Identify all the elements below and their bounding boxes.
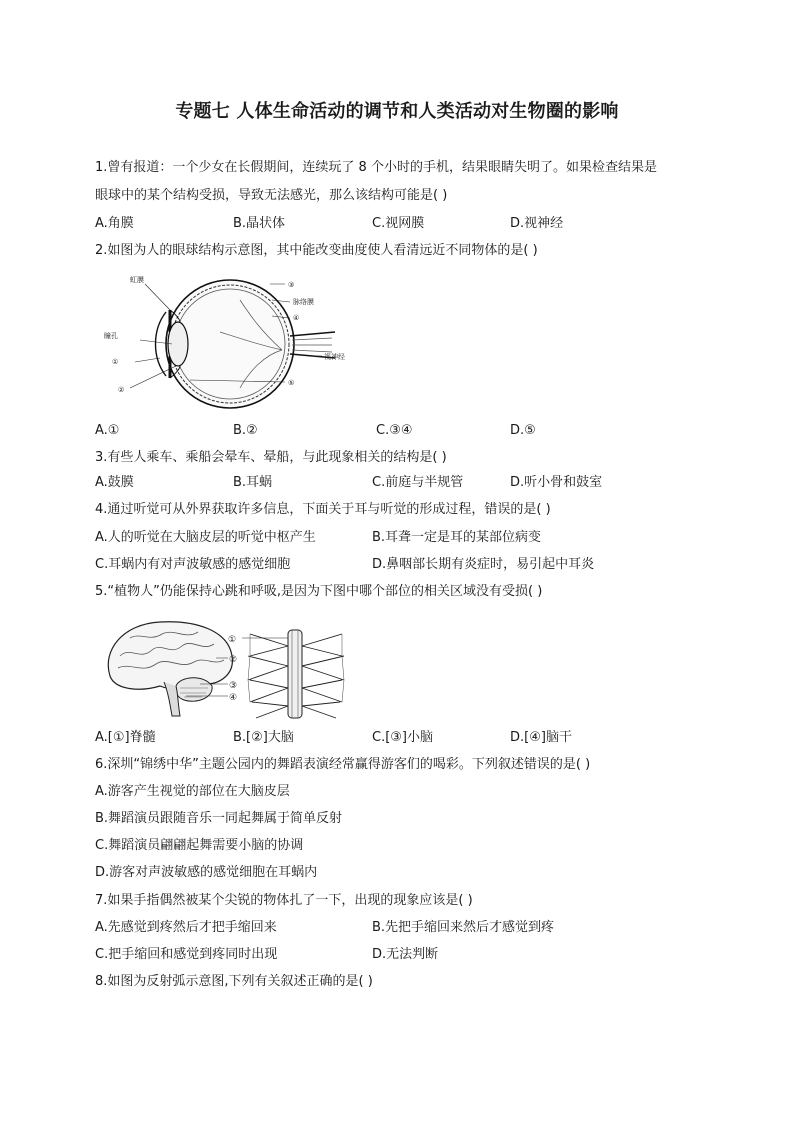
- question-8-line-1: 8.如图为反射弧示意图,下列有关叙述正确的是( ): [95, 974, 373, 989]
- question-1-option-b[interactable]: B.晶状体: [233, 216, 286, 231]
- brain-label-2: ②: [229, 655, 238, 665]
- question-7-option-c[interactable]: C.把手缩回和感觉到疼同时出现: [95, 947, 278, 962]
- question-1-line-1: 1.曾有报道：一个少女在长假期间，连续玩了 8 个小时的手机，结果眼睛失明了。如果检查结果是: [95, 160, 657, 175]
- question-4-option-d[interactable]: D.鼻咽部长期有炎症时，易引起中耳炎: [372, 557, 595, 572]
- question-6-line-1: 6.深圳“锦绣中华”主题公园内的舞蹈表演经常赢得游客们的喝彩。下列叙述错误的是( ): [95, 757, 591, 772]
- question-3-option-d[interactable]: D.听小骨和鼓室: [510, 475, 603, 490]
- label-4: ④: [293, 314, 300, 322]
- question-1-option-a[interactable]: A.角膜: [95, 216, 134, 231]
- brain-label-4: ④: [229, 693, 238, 703]
- question-3-option-b[interactable]: B.耳蜗: [233, 475, 273, 490]
- page-title: 专题七 人体生命活动的调节和人类活动对生物圈的影响: [175, 101, 619, 122]
- question-2-option-d[interactable]: D.⑤: [510, 423, 536, 438]
- question-7-option-d[interactable]: D.无法判断: [372, 947, 439, 962]
- question-1-line-2: 眼球中的某个结构受损，导致无法感光，那么该结构可能是( ): [95, 188, 448, 203]
- label-3: ③: [288, 281, 295, 289]
- question-4-option-a[interactable]: A.人的听觉在大脑皮层的听觉中枢产生: [95, 530, 316, 545]
- question-5-option-b[interactable]: B.[②]大脑: [233, 730, 294, 745]
- question-6-option-d[interactable]: D.游客对声波敏感的感觉细胞在耳蜗内: [95, 865, 318, 880]
- question-7-option-b[interactable]: B.先把手缩回来然后才感觉到疼: [372, 920, 555, 935]
- label-choroid: 脉络膜: [293, 298, 314, 306]
- question-3-line-1: 3.有些人乘车、乘船会晕车、晕船，与此现象相关的结构是( ): [95, 450, 447, 465]
- label-iris: 虹膜: [130, 276, 144, 284]
- brain-label-3: ③: [229, 681, 238, 691]
- question-7-option-a[interactable]: A.先感觉到疼然后才把手缩回来: [95, 920, 277, 935]
- question-5-line-1: 5.“植物人”仍能保持心跳和呼吸,是因为下图中哪个部位的相关区域没有受损( ): [95, 584, 543, 599]
- question-1-option-d[interactable]: D.视神经: [510, 216, 564, 231]
- question-7-line-1: 7.如果手指偶然被某个尖锐的物体扎了一下，出现的现象应该是( ): [95, 893, 473, 908]
- eye-structure-diagram: [100, 270, 360, 415]
- label-2: ②: [118, 386, 125, 394]
- cerebrum: [108, 622, 232, 690]
- question-2-option-b[interactable]: B.②: [233, 423, 258, 438]
- label-1: ①: [112, 358, 119, 366]
- question-3-option-a[interactable]: A.鼓膜: [95, 475, 134, 490]
- question-6-option-b[interactable]: B.舞蹈演员跟随音乐一同起舞属于简单反射: [95, 811, 343, 826]
- question-4-option-b[interactable]: B.耳聋一定是耳的某部位病变: [372, 530, 542, 545]
- cerebellum: [175, 678, 212, 702]
- question-6-option-c[interactable]: C.舞蹈演员翩翩起舞需要小脑的协调: [95, 838, 304, 853]
- question-2-option-c[interactable]: C.③④: [376, 423, 413, 438]
- label-optic-nerve: 视神经: [324, 353, 345, 361]
- question-3-option-c[interactable]: C.前庭与半规管: [372, 475, 464, 490]
- brain-structure-diagram: [100, 616, 355, 721]
- label-5: ⑤: [288, 379, 295, 387]
- question-6-option-a[interactable]: A.游客产生视觉的部位在大脑皮层: [95, 784, 290, 799]
- question-2-line-1: 2.如图为人的眼球结构示意图，其中能改变曲度使人看清远近不同物体的是( ): [95, 243, 538, 258]
- brain-label-1: ①: [228, 635, 237, 645]
- question-2-option-a[interactable]: A.①: [95, 423, 120, 438]
- question-5-option-d[interactable]: D.[④]脑干: [510, 730, 572, 745]
- question-4-line-1: 4.通过听觉可从外界获取许多信息，下面关于耳与听觉的形成过程，错误的是( ): [95, 502, 551, 517]
- question-5-option-a[interactable]: A.[①]脊髓: [95, 730, 156, 745]
- label-pupil: 瞳孔: [104, 332, 118, 340]
- question-4-option-c[interactable]: C.耳蜗内有对声波敏感的感觉细胞: [95, 557, 291, 572]
- question-5-option-c[interactable]: C.[③]小脑: [372, 730, 434, 745]
- question-1-option-c[interactable]: C.视网膜: [372, 216, 425, 231]
